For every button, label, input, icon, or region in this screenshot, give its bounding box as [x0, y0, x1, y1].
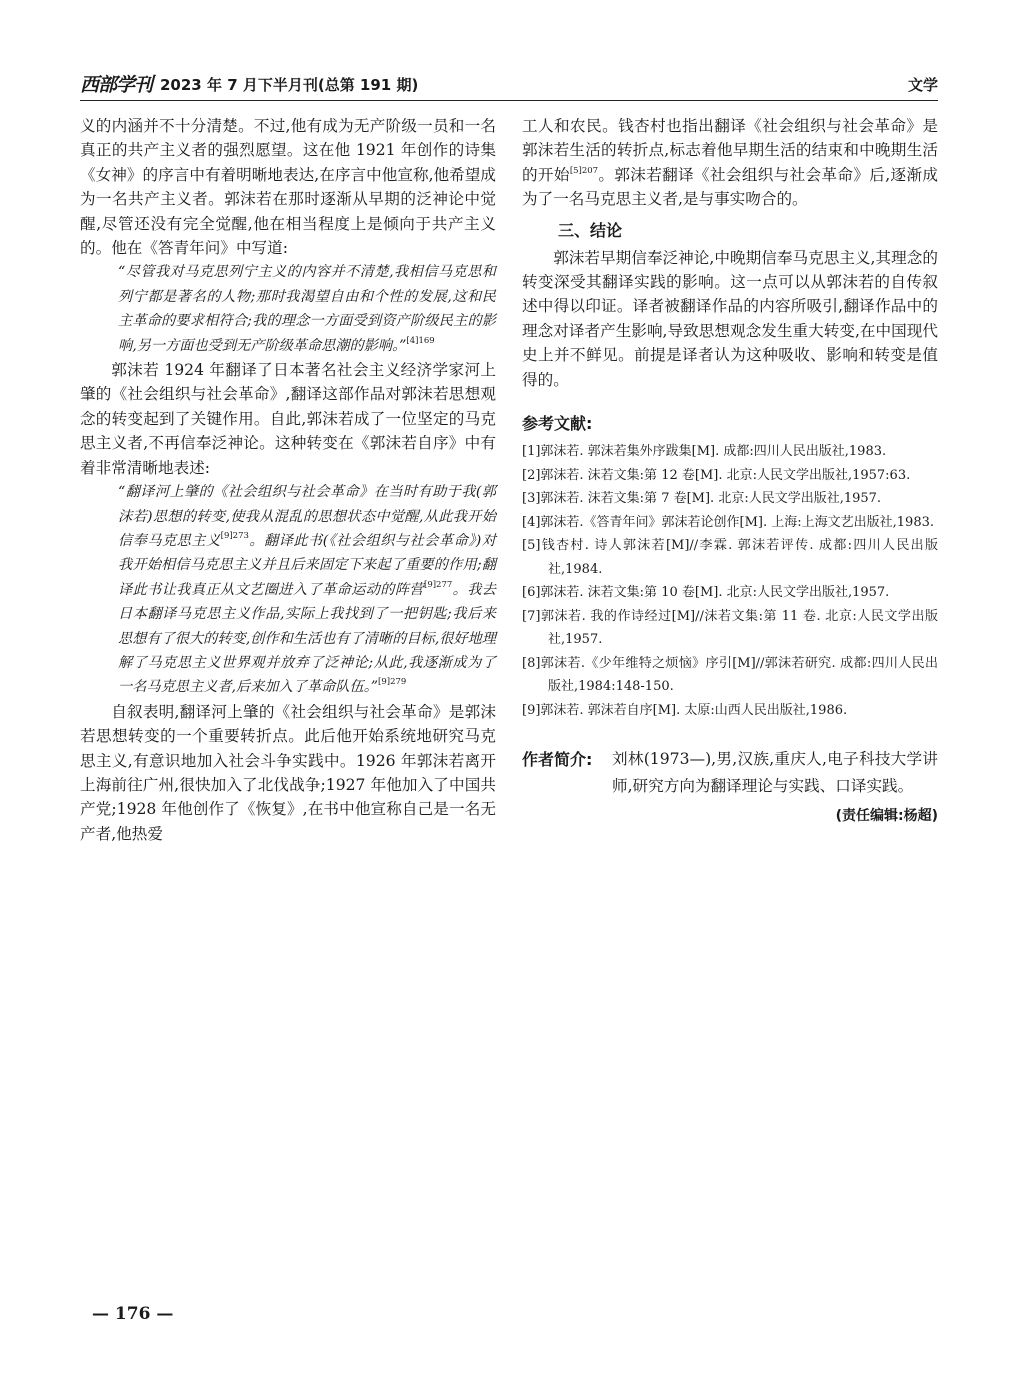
- quote-text: “尽管我对马克思列宁主义的内容并不清楚,我相信马克思和列宁都是著名的人物;那时我渴望自由和个性的发展,这和民主革命的要求相符合;我的理念一方面受到资产阶级民主的影响,另一方面也受到无产阶级革命思潮的影响。”: [118, 264, 496, 354]
- references-title: 参考文献:: [522, 414, 593, 434]
- quote-block: [80, 480, 496, 700]
- author-bio: [522, 746, 938, 800]
- reference-item: [6]郭沫若. 沫若文集:第 10 卷[M]. 北京:人民文学出版社,1957.: [522, 585, 890, 601]
- citation: [9]277: [424, 579, 453, 590]
- paragraph: 自叙表明,翻译河上肇的《社会组织与社会革命》是郭沫若思想转变的一个重要转折点。此后他开始系统地研究马克思主义,有意识地加入社会斗争实践中。1926 年郭沫若离开上海前往广州,很快加入了北伐战争;1927 年他加入了中国共产党;1928 年他创作了《恢复》,在书中他宣称自己是一名无产者,他热爱: [80, 702, 496, 843]
- citation: [9]279: [378, 677, 407, 688]
- citation: [4]169: [406, 335, 435, 346]
- reference-item: [5]钱杏村. 诗人郭沫若[M]//李霖. 郭沫若评传. 成都:四川人民出版社,1984.: [522, 538, 938, 577]
- paragraph: [522, 114, 938, 212]
- header-rule: [80, 100, 938, 101]
- reference-item: [9]郭沫若. 郭沫若自序[M]. 太原:山西人民出版社,1986.: [522, 702, 848, 718]
- page-header: [80, 74, 938, 96]
- references-list: [522, 440, 938, 722]
- section-heading: 三、结论: [558, 220, 623, 240]
- paragraph: 郭沫若早期信奉泛神论,中晚期信奉马克思主义,其理念的转变深受其翻译实践的影响。这一点可以从郭沫若的自传叙述中得以印证。译者被翻译作品的内容所吸引,翻译作品中的理念对译者产生影响,导致思想观念发生重大转变,在中国现代史上并不鲜见。前提是译者认为这种吸收、影响和转变是值得的。: [522, 248, 938, 389]
- reference-item: [4]郭沫若.《答青年问》郭沫若论创作[M]. 上海:上海文艺出版社,1983.: [522, 514, 934, 530]
- quote-block: [80, 260, 496, 358]
- quote-text: 。我去日本翻译马克思主义作品,实际上我找到了一把钥匙;我后来思想有了很大的转变,创作和生活也有了清晰的目标,很好地理解了马克思主义世界观并放弃了泛神论;从此,我逐渐成为了一名马克思主义者,后来加入了革命队伍。”: [118, 581, 496, 696]
- reference-item: [1]郭沫若. 郭沫若集外序跋集[M]. 成都:四川人民出版社,1983.: [522, 444, 887, 460]
- citation: [9]273: [220, 530, 249, 541]
- author-label: 作者简介:: [522, 750, 593, 770]
- journal-logo: 西部学刊: [80, 74, 153, 96]
- page-number: — 176 —: [92, 1304, 174, 1324]
- reference-item: [8]郭沫若.《少年维特之烦恼》序引[M]//郭沫若研究. 成都:四川人民出版社,1984:148-150.: [522, 655, 938, 695]
- paragraph-text: 。郭沫若翻译《社会组织与社会革命》后,逐渐成为了一名马克思主义者,是与事实吻合的。: [522, 165, 938, 209]
- left-column: [80, 114, 496, 846]
- author-text: 刘林(1973—),男,汉族,重庆人,电子科技大学讲师,研究方向为翻译理论与实践、口译实践。: [612, 750, 938, 796]
- editor-credit: (责任编辑:杨超): [835, 808, 938, 825]
- section-label: 文学: [907, 76, 938, 94]
- paragraph: 义的内涵并不十分清楚。不过,他有成为无产阶级一员和一名真正的共产主义者的强烈愿望。这在他 1921 年创作的诗集《女神》的序言中有着明晰地表达,在序言中他宣称,他希望成为一名共产主义者。郭沫若在那时逐渐从早期的泛神论中觉醒,尽管还没有完全觉醒,他在相当程度上是倾向于共产主义的。他在《答青年问》中写道:: [80, 117, 496, 258]
- right-column: [522, 114, 938, 828]
- quote-text: 。翻译此书(《社会组织与社会革命》)对我开始相信马克思主义并且后来固定下来起了重要的作用;翻译此书让我真正从文艺圈进入了革命运动的阵营: [118, 532, 496, 598]
- paragraph-text: 工人和农民。钱杏村也指出翻译《社会组织与社会革命》是郭沫若生活的转折点,标志着他早期生活的结束和中晚期生活的开始: [522, 117, 938, 184]
- quote-text: “翻译河上肇的《社会组织与社会革命》在当时有助于我(郭沫若)思想的转变,使我从混乱的思想状态中觉醒,从此我开始信奉马克思主义: [118, 484, 496, 549]
- reference-item: [7]郭沫若. 我的作诗经过[M]//沫若文集:第 11 卷. 北京:人民文学出版社,1957.: [522, 608, 938, 648]
- issue-info: 2023 年 7 月下半月刊(总第 191 期): [160, 76, 419, 94]
- reference-item: [2]郭沫若. 沫若文集:第 12 卷[M]. 北京:人民文学出版社,1957:63.: [522, 467, 911, 483]
- citation: [5]207: [569, 165, 599, 176]
- paragraph: 郭沫若 1924 年翻译了日本著名社会主义经济学家河上肇的《社会组织与社会革命》,翻译这部作品对郭沫若思想观念的转变起到了关键作用。自此,郭沫若成了一位坚定的马克思主义者,不再信奉泛神论。这种转变在《郭沫若自序》中有着非常清晰地表述:: [80, 361, 496, 477]
- reference-item: [3]郭沫若. 沫若文集:第 7 卷[M]. 北京:人民文学出版社,1957.: [522, 491, 882, 507]
